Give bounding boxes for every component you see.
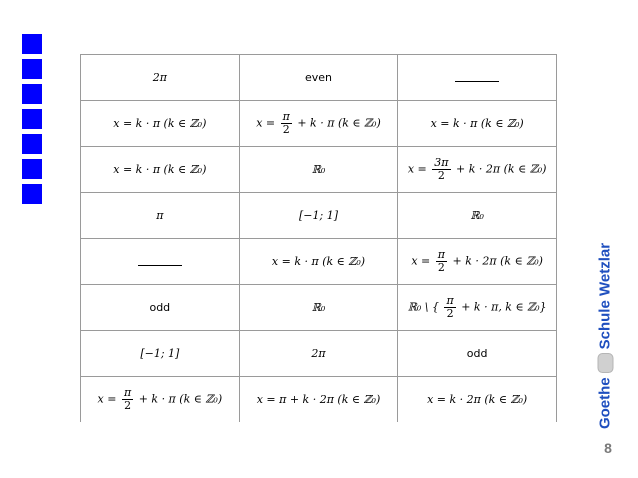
table-cell: x = $\frac{\pi}{2}$ + k · 2π (k ∈ ℤ₀): [398, 239, 557, 285]
table-row: [81, 377, 557, 423]
blue-square: [22, 84, 42, 104]
table-row: [81, 55, 557, 101]
blue-square: [22, 184, 42, 204]
table-cell: 2π: [239, 331, 398, 377]
brand-text-right: Schule Wetzlar: [596, 242, 614, 350]
table-cell: 2π: [81, 55, 240, 101]
logo-icon: [597, 353, 613, 373]
table-cell: x = $\frac{\pi}{2}$ + k · π (k ∈ ℤ₀): [81, 377, 240, 423]
table-cell: odd: [398, 331, 557, 377]
page-number: 8: [604, 440, 612, 456]
table-cell: ℝ₀: [239, 147, 398, 193]
table-row: [81, 285, 557, 331]
table-row: [81, 193, 557, 239]
fraction: $\frac{\pi}{2}$: [446, 293, 454, 320]
decorative-square-column: [22, 34, 42, 209]
table-cell: ℝ₀: [239, 285, 398, 331]
table-cell: π: [81, 193, 240, 239]
table-cell: x = $\frac{\pi}{2}$ + k · π (k ∈ ℤ₀): [239, 101, 398, 147]
table-cell: ℝ₀: [398, 193, 557, 239]
fraction: $\frac{\pi}{2}$: [282, 109, 290, 136]
table-row: [81, 239, 557, 285]
blank-line: [138, 259, 182, 266]
table-cell: even: [239, 55, 398, 101]
table-cell: x = k · π (k ∈ ℤ₀): [398, 101, 557, 147]
brand-text-left: Goethe: [596, 377, 614, 430]
table-cell: x = π + k · 2π (k ∈ ℤ₀): [239, 377, 398, 423]
blue-square: [22, 159, 42, 179]
table-cell: [−1; 1]: [239, 193, 398, 239]
table-cell: [398, 55, 557, 101]
table-cell: odd: [81, 285, 240, 331]
fraction: $\frac{\pi}{2}$: [123, 385, 132, 412]
school-logo: [580, 236, 630, 436]
table-cell: ℝ₀ \ { $\frac{\pi}{2}$ + k · π, k ∈ ℤ₀}: [398, 285, 557, 331]
properties-table: [80, 54, 557, 422]
table-cell: x = $\frac{3\pi}{2}$ + k · 2π (k ∈ ℤ₀): [398, 147, 557, 193]
table-cell: [81, 239, 240, 285]
table-cell: x = k · π (k ∈ ℤ₀): [81, 101, 240, 147]
table-row: [81, 331, 557, 377]
blue-square: [22, 109, 42, 129]
table-cell: x = k · π (k ∈ ℤ₀): [239, 239, 398, 285]
table-cell: x = k · π (k ∈ ℤ₀): [81, 147, 240, 193]
table-row: [81, 147, 557, 193]
fraction: $\frac{\pi}{2}$: [437, 247, 446, 274]
blue-square: [22, 34, 42, 54]
blue-square: [22, 59, 42, 79]
blue-square: [22, 134, 42, 154]
table-cell: [−1; 1]: [81, 331, 240, 377]
table-cell: x = k · 2π (k ∈ ℤ₀): [398, 377, 557, 423]
blank-line: [455, 75, 499, 82]
fraction: $\frac{3\pi}{2}$: [434, 155, 449, 182]
table-row: [81, 101, 557, 147]
